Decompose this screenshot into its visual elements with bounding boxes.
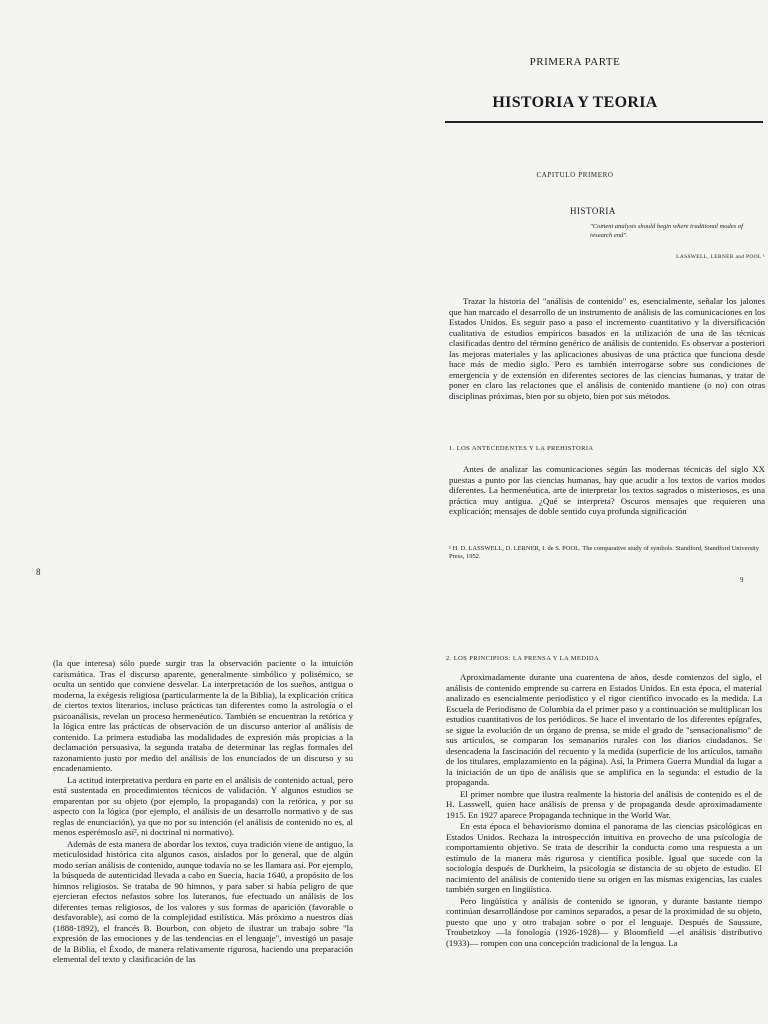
body-paragraph: Además de esta manera de abordar los textos, cuya tradición viene de antiguo, la meticulosidad histórica cita algunos casos, aislados por lo general, que de algún modo serían análisis de contenido, aunque todavía no se les llamara así. Por ejemplo, la búsqueda de autenticidad llevada a cabo en Suecia, hacia 1640, a propósito de los himnos religiosos. Se trataba de 90 himnos, y para saber si había peligro de que ejercieran efectos nefastos sobre los luteranos, fue efectuado un análisis de los diferentes temas religiosos, de los valores y sus formas de aparición (favorable o desfavorable), así como de la complejidad estilística. Más próximo a nuestros días (1888-1892), el francés B. Bourbon, con objeto de ilustrar un trabajo sobre "la expresión de las emociones y de las tendencias en el lenguaje", investigó un pasaje de la Biblia, el Éxodo, de manera relativamente rigurosa, haciendo una preparación elemental del texto y clasificación de las	[53, 838, 353, 964]
chapter-label: CAPITULO PRIMERO	[536, 171, 614, 179]
body-paragraph: Pero lingüística y análisis de contenido se ignoran, y durante bastante tiempo continúan desarrollándose por caminos separados, a pesar de la proximidad de su objeto, puesto que uno y otro trabajan sobre o por el lenguaje. Después de Saussure, Troubetzkoy —la fonología (1926-1928)— y Bloomfield —el análisis distributivo (1933)— rompen con una concepción tradicional de la lengua. La	[446, 895, 762, 948]
footnote: ¹ H. D. LASSWELL, D. LERNER, I. de S. POOL. The comparative study of symbols. Standford, Standford University Press, 1952.	[449, 545, 760, 560]
page-number-right: 9	[740, 576, 744, 584]
page-number-left: 8	[36, 567, 41, 577]
left-column	[53, 658, 353, 965]
body-paragraph: (la que interesa) sólo puede surgir tras la observación paciente o la intuición carismática. Tras el discurso aparente, generalmente simbólico y polisémico, se oculta un sentido que conviene desvelar. La interpretación de los sueños, antigua o moderna, la exégesis religiosa (particularmente la de la Biblia), la explicación crítica de ciertos textos literarios, incluso prácticas tan diferentes como la astrología o el psicoanálisis, revelan un proceso hermenéutico. También se encuentran la retórica y la lógica entre las prácticas de observación de un discurso anterior al análisis de contenido. La primera estudiaba las modalidades de expresión más propicias a la declamación persuasiva, la segunda trataba de determinar las reglas formales del razonamiento justo por medio del análisis de los enunciados de un discurso y su encadenamiento.	[53, 658, 353, 773]
part-label: PRIMERA PARTE	[529, 56, 621, 68]
part-title: HISTORIA Y TEORIA	[492, 94, 658, 111]
body-paragraph: La actitud interpretativa perdura en parte en el análisis de contenido actual, pero está sustentada en procedimientos técnicos de validación. Y algunos estudios se emparentan por su objeto (por ejemplo, la propaganda) con la retórica, y por su aspecto con la lógica (por ejemplo, el análisis de un desarrollo normativo y de sus reglas de enunciación), ya que no por su intención (el análisis de contenido no es, al menos esperémoslo así², ni doctrinal ni normativo).	[53, 774, 353, 837]
epigraph-quote: "Content analysis should begin where traditional modes of research end".	[590, 223, 743, 239]
right-column	[446, 672, 762, 948]
epigraph-source: LASSWELL, LERNER and POOL ¹	[676, 254, 765, 260]
intro-paragraph: Trazar la historia del "análisis de contenido" es, esencialmente, señalar los jalones que han marcado el desarrollo de un instrumento de análisis de las comunicaciones en los Estados Unidos. Es seguir paso a paso el incremento cuantitativo y la diversificación cualitativa de estudios empíricos basados en la utilización de una de las técnicas clasificadas dentro del término genérico de análisis de contenido. Es observar a posteriori las mejoras materiales y las aplicaciones abusivas de una práctica que funciona desde hace más de medio siglo. Pero es también interrogarse sobre sus condiciones de emergencia y de extensión en diferentes sectores de las ciencias humanas, y tratar de poner en claro las relaciones que el análisis de contenido mantiene (o no) con otras disciplinas próximas, bien por su objeto, bien por sus métodos.	[449, 296, 765, 401]
chapter-title: HISTORIA	[570, 206, 616, 216]
body-paragraph: En esta época el behaviorismo domina el panorama de las ciencias psicológicas en Estados Unidos. Rechaza la introspección intuitiva en provecho de una psicología de comportamiento objetivo. Se trata de describir la conducta como una respuesta a un estímulo de la manera más rigurosa y científica posible. Igual que sucede con la sociología después de Durkheim, la psicología se distancia de su objeto de estudio. El nacimiento del análisis de contenido tiene su origen en las mismas exigencias, las cuales también surgen en lingüística.	[446, 821, 762, 894]
body-paragraph: Aproximadamente durante una cuarentena de años, desde comienzos del siglo, el análisis de contenido emprende su carrera en Estados Unidos. En esta época, el material analizado es esencialmente periodístico y el rigor científico invocado es la medida. La Escuela de Periodismo de Columbia da el primer paso y a continuación se multiplican los estudios cuantitativos de los periódicos. Se hace el inventario de los diferentes epígrafes, se sigue la evolución de un órgano de prensa, se mide el grado de "sensacionalismo" de sus artículos, se comparan los semanarios rurales con los diarios ciudadanos. Se desencadena la fascinación del recuento y la medida (superficie de los artículos, tamaño de los titulares, emplazamiento en la página). Así, la Primera Guerra Mundial da lugar a la iniciación de un tipo de análisis que se amplifica en la segunda: el estudio de la propaganda.	[446, 672, 762, 787]
section-heading: 2. LOS PRINCIPIOS: LA PRENSA Y LA MEDIDA	[446, 655, 600, 662]
body-paragraph: El primer nombre que ilustra realmente la historia del análisis de contenido es el de H. Lasswell, quien hace análisis de prensa y de propaganda desde aproximadamente 1915. En 1927 aparece Propaganda technique in the World War.	[446, 788, 762, 820]
title-rule	[445, 121, 763, 123]
section-heading: 1. LOS ANTECEDENTES Y LA PREHISTORIA	[449, 445, 594, 452]
section-paragraph: Antes de analizar las comunicaciones según las modernas técnicas del siglo XX puestas a punto por las ciencias humanas, hay que acudir a los textos de varios modos diferentes. La hermenéutica, arte de interpretar los textos sagrados o misteriosos, es una práctica muy antigua. ¿Qué se interpreta? Oscuros mensajes que requieren una explicación; mensajes de doble sentido cuya profunda significación	[449, 464, 765, 516]
